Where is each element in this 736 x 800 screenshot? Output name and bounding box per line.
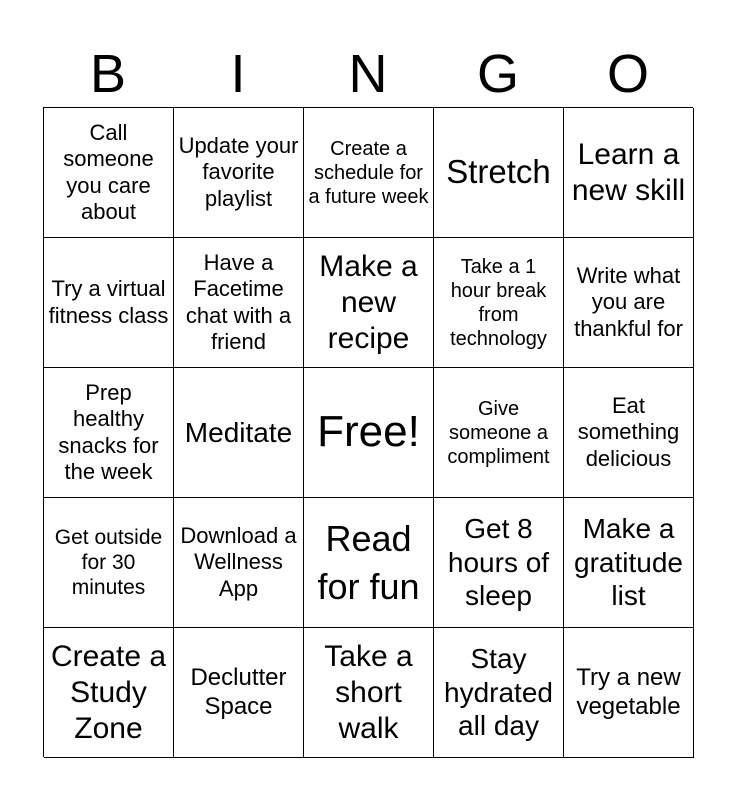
bingo-cell[interactable] — [44, 368, 174, 498]
bingo-cell[interactable] — [564, 238, 694, 368]
bingo-cell[interactable] — [304, 628, 434, 758]
cell-text: Get 8 hours of sleep — [447, 513, 550, 612]
bingo-cell[interactable] — [434, 498, 564, 628]
bingo-header — [43, 40, 693, 108]
cell-text: Declutter Space — [190, 663, 287, 720]
cell-text: Write what you are thankful for — [574, 262, 683, 341]
header-letter-b: B — [89, 44, 127, 104]
bingo-cell[interactable] — [564, 368, 694, 498]
bingo-cell[interactable] — [304, 238, 434, 368]
cell-text: Create a schedule for a future week — [308, 137, 429, 208]
bingo-cell[interactable] — [44, 238, 174, 368]
bingo-cell[interactable] — [434, 368, 564, 498]
bingo-cell[interactable] — [44, 108, 174, 238]
cell-text: Update your favorite playlist — [178, 132, 299, 211]
cell-text: Eat something delicious — [577, 392, 680, 471]
bingo-cell[interactable] — [174, 628, 304, 758]
cell-text: Learn a new skill — [571, 137, 686, 207]
cell-text: Make a new recipe — [319, 249, 418, 355]
bingo-cell[interactable] — [434, 108, 564, 238]
cell-text: Call someone you care about — [63, 119, 154, 224]
cell-text: Create a Study Zone — [50, 639, 167, 745]
bingo-cell[interactable] — [564, 108, 694, 238]
bingo-board — [43, 107, 693, 757]
cell-text: Prep healthy snacks for the week — [58, 379, 159, 484]
bingo-cell[interactable] — [304, 108, 434, 238]
bingo-cell[interactable] — [564, 628, 694, 758]
bingo-cell[interactable] — [174, 498, 304, 628]
cell-text: Have a Facetime chat with a friend — [185, 249, 292, 354]
header-letter-i: I — [230, 44, 246, 104]
cell-text: Take a 1 hour break from technology — [450, 255, 547, 350]
header-letter-n: N — [348, 44, 388, 104]
cell-text: Try a virtual fitness class — [48, 276, 169, 328]
header-letter-g: G — [476, 44, 519, 104]
bingo-cell[interactable] — [434, 238, 564, 368]
bingo-cell[interactable] — [44, 498, 174, 628]
bingo-cell[interactable] — [174, 108, 304, 238]
bingo-cell[interactable] — [564, 498, 694, 628]
cell-text: Take a short walk — [324, 639, 413, 745]
bingo-cell[interactable] — [174, 238, 304, 368]
header-letter-o: O — [606, 44, 649, 104]
bingo-cell[interactable] — [434, 628, 564, 758]
cell-text: Download a Wellness App — [180, 522, 297, 601]
bingo-cell[interactable] — [174, 368, 304, 498]
cell-text: Stay hydrated all day — [444, 643, 553, 742]
free-space-cell[interactable] — [304, 368, 434, 498]
cell-text: Get outside for 30 minutes — [54, 525, 163, 600]
cell-text: Read for fun — [317, 517, 420, 607]
cell-text: Try a new vegetable — [576, 663, 681, 720]
bingo-cell[interactable] — [304, 498, 434, 628]
cell-text: Give someone a compliment — [447, 397, 550, 468]
cell-text: Make a gratitude list — [574, 513, 683, 612]
cell-text: Meditate — [184, 416, 293, 448]
free-space-text: Free! — [317, 407, 420, 457]
bingo-cell[interactable] — [44, 628, 174, 758]
cell-text: Stretch — [446, 153, 551, 191]
